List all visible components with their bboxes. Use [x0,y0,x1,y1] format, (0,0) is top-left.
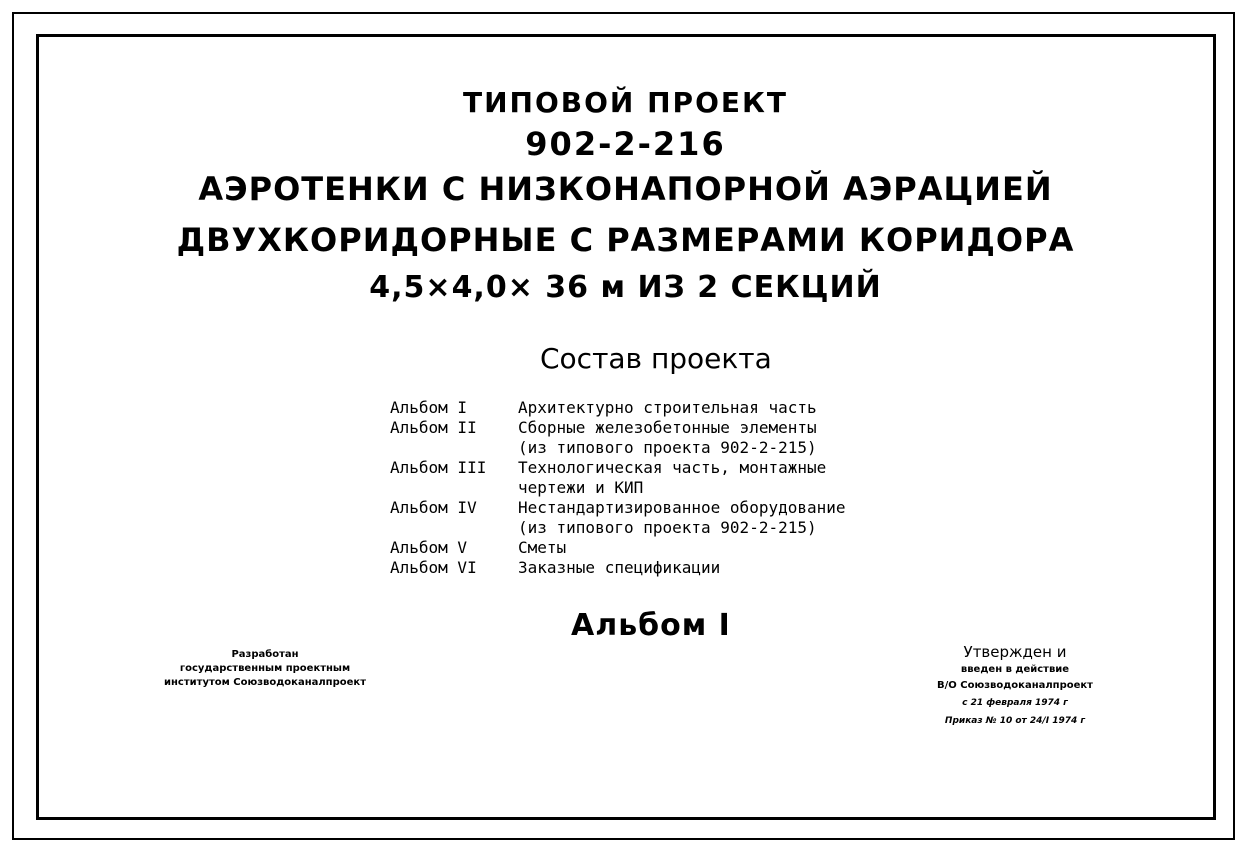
approval-line: Утвержден и [963,643,1067,661]
album-label: Альбом IV [390,498,477,517]
approval-date: с 21 февраля 1974 г [962,698,1068,708]
album-description: Сборные железобетонные элементы [518,418,817,437]
album-label: Альбом II [390,418,477,437]
album-row [390,438,870,458]
album-description: Архитектурно строительная часть [518,398,817,417]
project-number: 902-2-216 [525,125,726,163]
album-row [390,518,870,538]
developer-line: институтом Союзводоканалпроект [164,677,366,688]
album-label: Альбом I [390,398,468,417]
album-description: Технологическая часть, монтажные [518,458,827,477]
album-row [390,538,870,558]
album-description: (из типового проекта 902-2-215) [518,438,817,457]
album-label [390,518,518,538]
album-label [390,438,518,458]
approval-line: В/О Союзводоканалпроект [937,680,1093,691]
approval-order: Приказ № 10 от 24/I 1974 г [944,716,1086,726]
album-row [390,458,870,478]
developer-line: государственным проектным [179,663,351,674]
approval-line: введен в действие [960,664,1070,675]
album-description: чертежи и КИП [518,478,644,497]
album-row [390,418,870,438]
current-album-title: Альбом I [571,608,731,643]
developer-block [120,648,410,690]
album-row [390,478,870,498]
title-line-4: ДВУХКОРИДОРНЫЕ С РАЗМЕРАМИ КОРИДОРА [176,221,1075,259]
album-description: (из типового проекта 902-2-215) [518,518,817,537]
album-description: Сметы [518,538,567,557]
album-description: Нестандартизированное оборудование [518,498,846,517]
album-label: Альбом III [390,458,487,477]
album-label: Альбом VI [390,558,477,577]
album-row [390,398,870,418]
approval-block [920,642,1110,730]
title-line-1: ТИПОВОЙ ПРОЕКТ [463,86,788,119]
album-description: Заказные спецификации [518,558,721,577]
album-label: Альбом V [390,538,468,557]
album-row [390,498,870,518]
album-label [390,478,518,498]
title-line-3: АЭРОТЕНКИ С НИЗКОНАПОРНОЙ АЭРАЦИЕЙ [198,170,1053,208]
title-line-5: 4,5×4,0× 36 м ИЗ 2 СЕКЦИЙ [369,270,882,305]
composition-heading: Состав проекта [540,342,772,375]
album-row [390,558,870,578]
album-list [390,398,870,578]
developer-line: Разработан [231,649,299,660]
